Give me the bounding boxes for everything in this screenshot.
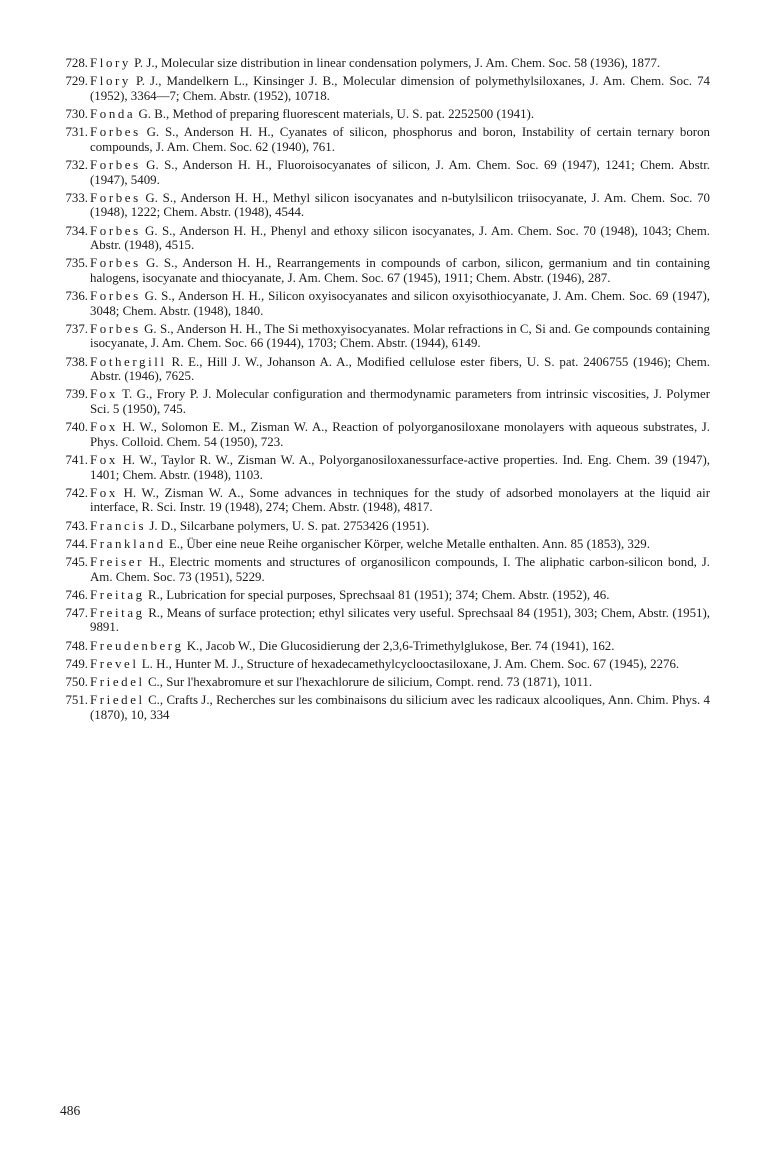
reference-text: R., Means of surface protection; ethyl silicates very useful. Sprechsaal 84 (1951), 303; Chem, Abstr. (1951), 9891. [90, 605, 710, 635]
reference-number: 746. [65, 587, 88, 602]
reference-author: Friedel [90, 675, 145, 690]
reference-author: Forbes [90, 289, 141, 304]
reference-text: H., Electric moments and structures of organosilicon compounds, I. The aliphatic carbon-silicon bond, J. Am. Chem. Soc. 73 (1951), 5229. [90, 554, 710, 584]
reference-entry [60, 519, 710, 534]
reference-entry [60, 606, 710, 635]
reference-text: R., Lubrication for special purposes, Sprechsaal 81 (1951); 374; Chem. Abstr. (1952), 46. [144, 587, 610, 602]
reference-author: Forbes [90, 321, 141, 336]
reference-entry [60, 289, 710, 318]
reference-entry [60, 588, 710, 603]
reference-entry [60, 125, 710, 154]
reference-number: 743. [65, 518, 88, 533]
reference-author: Fonda [90, 106, 136, 121]
reference-author: Fox [90, 485, 118, 500]
reference-text: P. J., Molecular size distribution in linear condensation polymers, J. Am. Chem. Soc. 58 (1936), 1877. [130, 56, 661, 70]
reference-text: R. E., Hill J. W., Johanson A. A., Modified cellulose ester fibers, U. S. pat. 2406755 (1946); Chem. Abstr. (1946), 7625. [90, 354, 710, 384]
reference-number: 739. [65, 387, 88, 402]
reference-number: 737. [65, 321, 88, 336]
reference-entry [60, 74, 710, 103]
reference-text: G. S., Anderson H. H., Rearrangements in compounds of carbon, silicon, germanium and tin containing halogens, isocyanate and thiocyanate, J. Am. Chem. Soc. 67 (1945), 1911; Chem. Abstr. (1946), 287. [90, 256, 710, 285]
reference-author: Freitag [90, 605, 145, 620]
reference-text: P. J., Mandelkern L., Kinsinger J. B., Molecular dimension of polymethylsiloxanes, J. Am. Chem. Soc. 74 (1952), 3364—7; Chem. Abstr. (1952), 10718. [90, 74, 710, 103]
reference-number: 745. [65, 554, 88, 569]
reference-author: Forbes [90, 223, 141, 238]
reference-number: 729. [65, 74, 88, 89]
page-number: 486 [60, 1103, 81, 1118]
reference-text: K., Jacob W., Die Glucosidierung der 2,3,6-Trimethylglukose, Ber. 74 (1941), 162. [183, 638, 615, 653]
reference-entry [60, 355, 710, 384]
reference-number: 750. [65, 675, 88, 690]
reference-number: 732. [65, 157, 88, 172]
reference-entry [60, 420, 710, 449]
reference-number: 738. [65, 354, 88, 369]
reference-author: Freudenberg [90, 638, 184, 653]
reference-author: Forbes [90, 256, 141, 271]
reference-entry [60, 486, 710, 515]
reference-text: G. S., Anderson H. H., Phenyl and ethoxy silicon isocyanates, J. Am. Chem. Soc. 70 (1948), 1043; Chem. Abstr. (1948), 4515. [90, 223, 710, 253]
reference-number: 748. [65, 638, 88, 653]
reference-author: Fox [90, 420, 118, 435]
reference-entry [60, 387, 710, 416]
reference-number: 742. [65, 485, 88, 500]
reference-entry [60, 537, 710, 552]
reference-text: G. B., Method of preparing fluorescent materials, U. S. pat. 2252500 (1941). [135, 106, 535, 121]
reference-entry [60, 555, 710, 584]
reference-text: J. D., Silcarbane polymers, U. S. pat. 2753426 (1951). [146, 518, 430, 533]
reference-number: 740. [65, 420, 88, 435]
reference-author: Frankland [90, 536, 166, 551]
reference-number: 741. [65, 452, 88, 467]
reference-number: 736. [65, 289, 88, 304]
reference-number: 733. [65, 190, 88, 205]
reference-author: Freiser [90, 554, 144, 569]
reference-entry [60, 224, 710, 253]
reference-entry [60, 191, 710, 220]
reference-number: 744. [65, 536, 88, 551]
reference-text: G. S., Anderson H. H., Fluoroisocyanates of silicon, J. Am. Chem. Soc. 69 (1947), 1241; Chem. Abstr. (1947), 5409. [90, 157, 710, 187]
reference-number: 751. [65, 693, 88, 708]
reference-author: Flory [90, 56, 131, 70]
reference-author: Forbes [90, 125, 141, 140]
reference-text: L. H., Hunter M. J., Structure of hexadecamethylcyclooctasiloxane, J. Am. Chem. Soc. 67 (1945), 2276. [138, 656, 680, 671]
reference-author: Fox [90, 452, 118, 467]
reference-entry [60, 657, 710, 672]
reference-entry [60, 107, 710, 122]
reference-author: Flory [90, 74, 131, 89]
reference-author: Friedel [90, 693, 145, 708]
reference-text: G. S., Anderson H. H., The Si methoxyisocyanates. Molar refractions in C, Si and. Ge compounds containing isocyanate, J. Am. Chem. Soc. 66 (1944), 1703; Chem. Abstr. (1944), 6149. [90, 321, 710, 351]
reference-number: 734. [65, 223, 88, 238]
reference-number: 747. [65, 605, 88, 620]
reference-number: 731. [65, 125, 88, 140]
reference-text: H. W., Taylor R. W., Zisman W. A., Polyorganosiloxanessurface-active properties. Ind. Eng. Chem. 39 (1947), 1401; Chem. Abstr. (1948), 1103. [90, 452, 710, 482]
reference-author: Forbes [90, 190, 141, 205]
reference-author: Frevel [90, 656, 139, 671]
reference-entry [60, 158, 710, 187]
reference-number: 749. [65, 656, 88, 671]
reference-author: Fox [90, 387, 118, 402]
reference-number: 730. [65, 106, 88, 121]
reference-text: G. S., Anderson H. H., Cyanates of silicon, phosphorus and boron, Instability of certain ternary boron compounds, J. Am. Chem. Soc. 62 (1940), 761. [90, 125, 710, 154]
reference-text: C., Crafts J., Recherches sur les combinaisons du silicium avec les radicaux alcooliques, Ann. Chim. Phys. 4 (1870), 10, 334 [90, 693, 710, 722]
reference-entry [60, 322, 710, 351]
reference-text: E., Über eine neue Reihe organischer Körper, welche Metalle enthalten. Ann. 85 (1853), 329. [165, 536, 650, 551]
reference-text: G. S., Anderson H. H., Silicon oxyisocyanates and silicon oxyisothiocyanate, J. Am. Chem. Soc. 69 (1947), 3048; Chem. Abstr. (1948), 1840. [90, 289, 710, 318]
reference-entry [60, 693, 710, 722]
reference-entry [60, 453, 710, 482]
reference-author: Francis [90, 518, 147, 533]
reference-text: G. S., Anderson H. H., Methyl silicon isocyanates and n-butylsilicon triisocyanate, J. Am. Chem. Soc. 70 (1948), 1222; Chem. Abstr. (1948), 4544. [90, 190, 710, 220]
reference-list [60, 56, 710, 726]
reference-text: T. G., Frory P. J. Molecular configuration and thermodynamic parameters from intrinsic viscosities, J. Polymer Sci. 5 (1950), 745. [90, 387, 710, 416]
reference-number: 728. [65, 56, 88, 70]
reference-entry [60, 56, 710, 71]
reference-entry [60, 675, 710, 690]
reference-entry [60, 256, 710, 285]
reference-text: C., Sur l'hexabromure et sur l'hexachlorure de silicium, Compt. rend. 73 (1871), 1011. [144, 675, 593, 690]
reference-author: Forbes [90, 157, 141, 172]
reference-text: H. W., Solomon E. M., Zisman W. A., Reaction of polyorganosiloxane monolayers with aqueous substrates, J. Phys. Colloid. Chem. 54 (1950), 723. [90, 420, 710, 449]
reference-number: 735. [65, 256, 88, 271]
reference-author: Freitag [90, 587, 145, 602]
reference-entry [60, 639, 710, 654]
reference-author: Fothergill [90, 354, 167, 369]
reference-text: H. W., Zisman W. A., Some advances in techniques for the study of adsorbed monolayers at the liquid air interface, R. Sci. Instr. 19 (1948), 274; Chem. Abstr. (1948), 4817. [90, 485, 710, 515]
